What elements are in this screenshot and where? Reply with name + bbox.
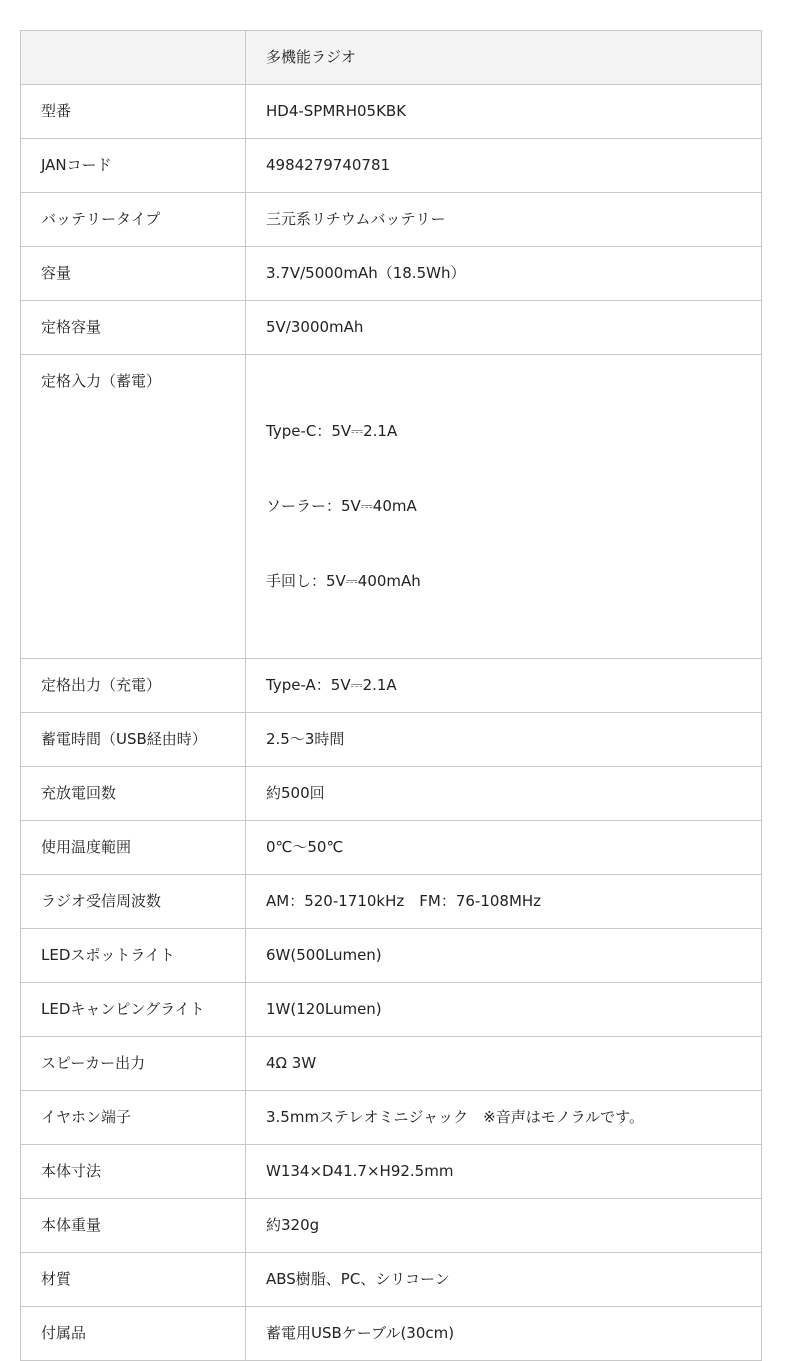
row-label: スピーカー出力: [21, 1037, 246, 1091]
row-value: ABS樹脂、PC、シリコーン: [246, 1253, 762, 1307]
table-row: [21, 983, 762, 1037]
spec-table: [20, 30, 762, 1361]
table-row: [21, 1199, 762, 1253]
row-value: Type-A：5V⎓2.1A: [246, 659, 762, 713]
row-label: 使用温度範囲: [21, 821, 246, 875]
row-label: 付属品: [21, 1307, 246, 1361]
row-label: 蓄電時間（USB経由時）: [21, 713, 246, 767]
table-row: [21, 139, 762, 193]
row-label: 容量: [21, 247, 246, 301]
row-label: 材質: [21, 1253, 246, 1307]
row-label: 本体重量: [21, 1199, 246, 1253]
row-value: 1W(120Lumen): [246, 983, 762, 1037]
table-header-row: [21, 31, 762, 85]
row-value: 三元系リチウムバッテリー: [246, 193, 762, 247]
row-value: AM：520-1710kHz FM：76-108MHz: [246, 875, 762, 929]
row-value: 0℃〜50℃: [246, 821, 762, 875]
row-value: HD4-SPMRH05KBK: [246, 85, 762, 139]
table-row: [21, 821, 762, 875]
row-label: LEDキャンピングライト: [21, 983, 246, 1037]
table-row: [21, 1091, 762, 1145]
table-row: [21, 875, 762, 929]
row-value: 6W(500Lumen): [246, 929, 762, 983]
table-row: [21, 1307, 762, 1361]
row-value: 4984279740781: [246, 139, 762, 193]
row-label: LEDスポットライト: [21, 929, 246, 983]
row-label: 定格容量: [21, 301, 246, 355]
header-label-cell: [21, 31, 246, 85]
row-value: 4Ω 3W: [246, 1037, 762, 1091]
table-row: [21, 1145, 762, 1199]
row-value: 蓄電用USBケーブル(30cm): [246, 1307, 762, 1361]
row-value: 約320g: [246, 1199, 762, 1253]
row-value: 3.7V/5000mAh（18.5Wh）: [246, 247, 762, 301]
row-label: 定格出力（充電）: [21, 659, 246, 713]
row-label: イヤホン端子: [21, 1091, 246, 1145]
table-row: [21, 1037, 762, 1091]
table-row: [21, 247, 762, 301]
row-value: 2.5〜3時間: [246, 713, 762, 767]
row-label: 定格入力（蓄電）: [21, 355, 246, 659]
row-label: 型番: [21, 85, 246, 139]
table-row: [21, 301, 762, 355]
value-line: 手回し：5V⎓400mAh: [266, 572, 421, 590]
row-value: W134×D41.7×H92.5mm: [246, 1145, 762, 1199]
row-label: 本体寸法: [21, 1145, 246, 1199]
row-label: バッテリータイプ: [21, 193, 246, 247]
row-value: 5V/3000mAh: [246, 301, 762, 355]
header-product-name: 多機能ラジオ: [246, 31, 762, 85]
value-line: Type-C：5V⎓2.1A: [266, 422, 398, 440]
row-label: JANコード: [21, 139, 246, 193]
row-value: 約500回: [246, 767, 762, 821]
row-value-multiline: [246, 355, 762, 659]
table-row: [21, 767, 762, 821]
table-row: [21, 713, 762, 767]
row-label: 充放電回数: [21, 767, 246, 821]
table-row: [21, 929, 762, 983]
table-row: [21, 355, 762, 659]
table-row: [21, 1253, 762, 1307]
row-value: 3.5mmステレオミニジャック ※音声はモノラルです。: [246, 1091, 762, 1145]
row-label: ラジオ受信周波数: [21, 875, 246, 929]
table-row: [21, 659, 762, 713]
value-line: ソーラー：5V⎓40mA: [266, 497, 417, 515]
table-row: [21, 193, 762, 247]
table-row: [21, 85, 762, 139]
